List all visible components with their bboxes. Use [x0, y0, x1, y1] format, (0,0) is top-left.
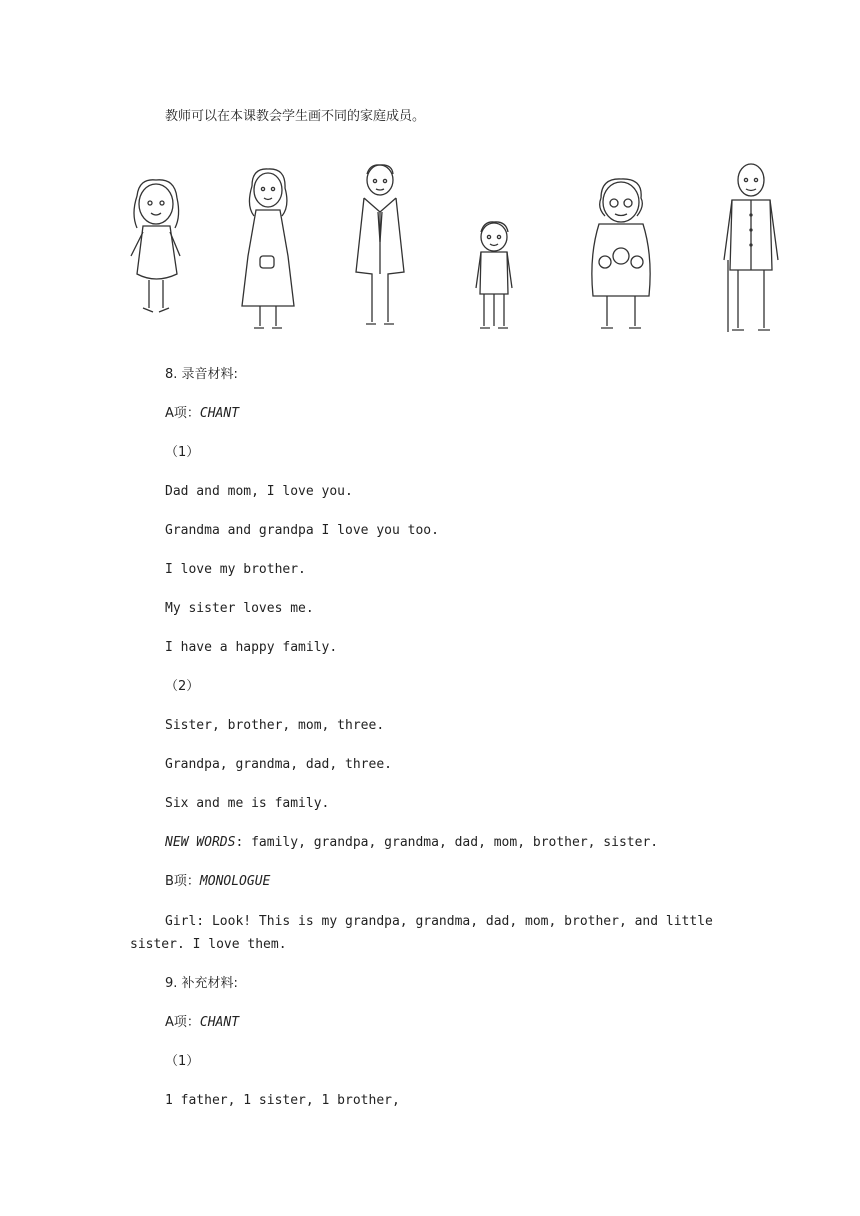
grandmother-figure-icon	[585, 176, 657, 338]
section9-chant1-number: （1）	[165, 1054, 200, 1069]
mother-figure-icon	[238, 166, 298, 336]
section8-heading	[165, 366, 238, 384]
monologue-text: Girl: Look! This is my grandpa, grandma, dad, mom, brother, and little sister. I love them.	[130, 914, 713, 952]
section8-chant2-number: （2）	[165, 679, 200, 694]
girl-figure-icon	[125, 176, 187, 321]
chant-line: Sister, brother, mom, three.	[165, 718, 385, 733]
new-words-text: : family, grandpa, grandma, dad, mom, brother, sister.	[235, 835, 659, 850]
section8-chant1-number: （1）	[165, 445, 200, 460]
boy-figure-icon	[470, 220, 518, 338]
section9-heading-text: 9. 补充材料:	[165, 976, 238, 991]
chant-line: Grandma and grandpa I love you too.	[165, 523, 439, 538]
father-figure-icon	[350, 162, 410, 337]
section9-partA-prefix: A项：	[165, 1015, 200, 1030]
section9-partA-title: CHANT	[199, 1015, 240, 1030]
section8-partB	[165, 873, 270, 891]
chant-line: My sister loves me.	[165, 601, 314, 616]
family-figures-illustration	[125, 158, 785, 343]
section8-partB-prefix: B项：	[165, 874, 200, 889]
section8-heading-text: 8. 录音材料:	[165, 367, 238, 382]
section8-partA	[165, 405, 239, 423]
section8-partA-prefix: A项：	[165, 406, 200, 421]
chant-line: I have a happy family.	[165, 640, 338, 655]
section8-partA-title: CHANT	[199, 406, 240, 421]
grandfather-figure-icon	[720, 160, 782, 340]
chant-line: Grandpa, grandma, dad, three.	[165, 757, 392, 772]
chant-line: Six and me is family.	[165, 796, 330, 811]
chant-line: I love my brother.	[165, 562, 306, 577]
section8-partB-title: MONOLOGUE	[199, 874, 271, 889]
section9-partA	[165, 1014, 239, 1032]
section9-heading	[165, 975, 238, 993]
chant-line: 1 father, 1 sister, 1 brother,	[165, 1093, 400, 1108]
chant-line: Dad and mom, I love you.	[165, 484, 353, 499]
new-words-line	[165, 834, 658, 852]
new-words-label: NEW WORDS	[165, 835, 236, 850]
intro-text: 教师可以在本课教会学生画不同的家庭成员。	[165, 109, 426, 124]
